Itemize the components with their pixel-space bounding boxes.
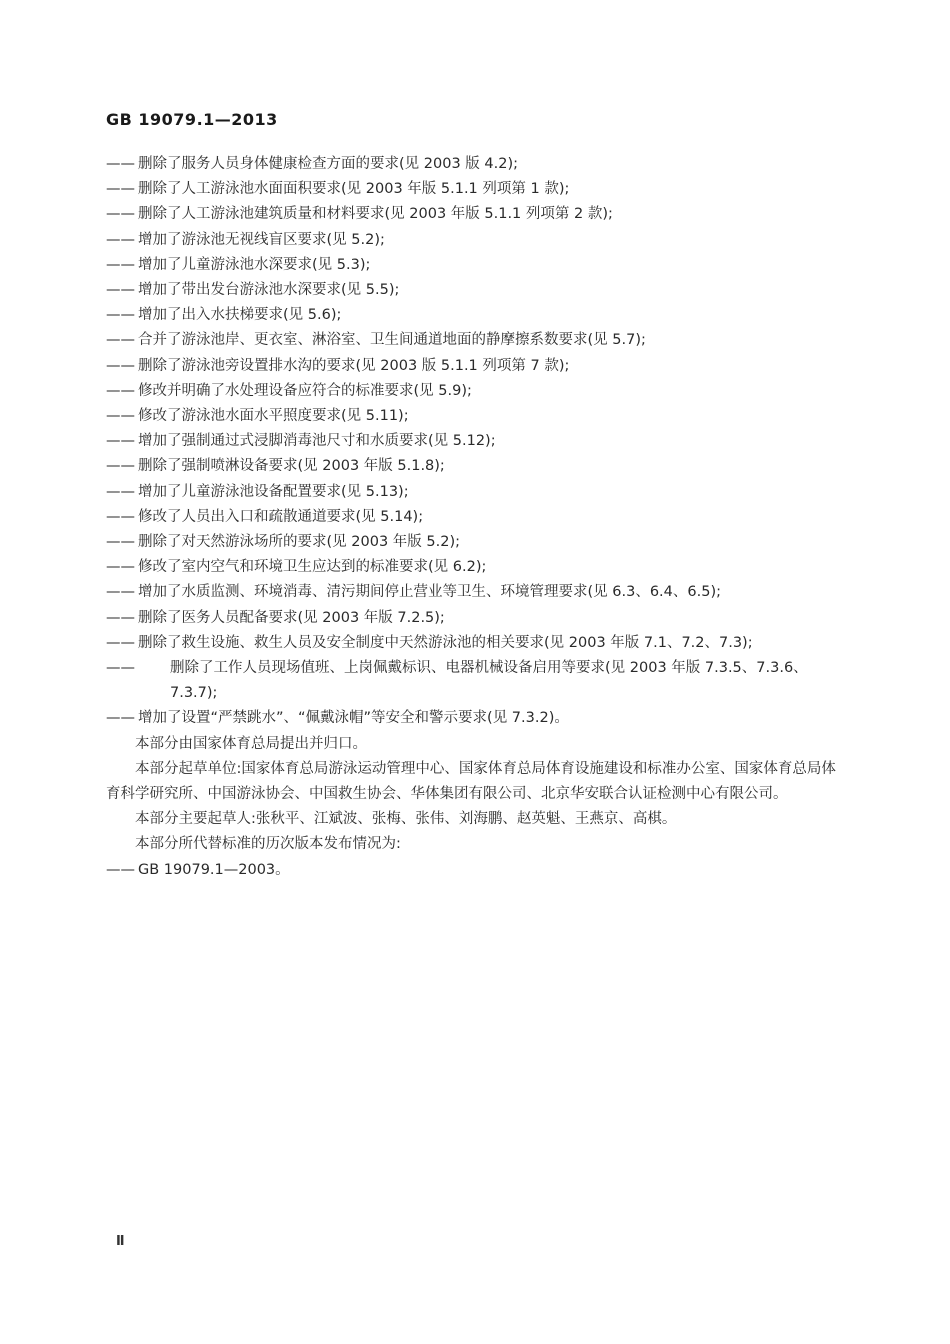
change-item-text: 删除了人工游泳池建筑质量和材料要求(见 2003 年版 5.1.1 列项第 2 款); xyxy=(138,206,613,223)
dash: —— xyxy=(106,660,135,677)
paragraph-history-intro: 本部分所代替标准的历次版本发布情况为: xyxy=(135,836,401,853)
dash: —— xyxy=(106,559,135,576)
dash: —— xyxy=(106,231,135,248)
dash: —— xyxy=(106,433,135,450)
dash: —— xyxy=(106,408,135,425)
change-item-text: 增加了儿童游泳池设备配置要求(见 5.13); xyxy=(138,483,409,500)
change-item-text: 删除了医务人员配备要求(见 2003 年版 7.2.5); xyxy=(138,609,445,626)
dash: —— xyxy=(106,634,135,651)
change-item xyxy=(106,152,846,177)
dash: —— xyxy=(106,282,135,299)
change-item-text: 增加了强制通过式浸脚消毒池尺寸和水质要求(见 5.12); xyxy=(138,433,496,450)
change-item-text: 删除了工作人员现场值班、上岗佩戴标识、电器机械设备启用等要求(见 2003 年版 7.3.5、7.3.6、7.3.7); xyxy=(170,660,808,702)
paragraph-drafters: 本部分主要起草人:张秋平、江斌波、张梅、张伟、刘海鹏、赵英魁、王燕京、高棋。 xyxy=(135,811,677,828)
dash: —— xyxy=(106,609,135,626)
change-item-text: 修改了室内空气和环境卫生应达到的标准要求(见 6.2); xyxy=(138,559,487,576)
change-item-text: 增加了带出发台游泳池水深要求(见 5.5); xyxy=(138,282,400,299)
change-item-text: 增加了水质监测、环境消毒、清污期间停止营业等卫生、环境管理要求(见 6.3、6.4、6.5); xyxy=(138,584,721,601)
document-body xyxy=(106,152,846,883)
dash: —— xyxy=(106,483,135,500)
change-item xyxy=(106,354,846,379)
paragraph-proposer: 本部分由国家体育总局提出并归口。 xyxy=(135,735,367,752)
change-item xyxy=(106,228,846,253)
change-item xyxy=(106,530,846,555)
dash: —— xyxy=(106,508,135,525)
history-item xyxy=(106,858,846,883)
change-item-text: 增加了设置“严禁跳水”、“佩戴泳帽”等安全和警示要求(见 7.3.2)。 xyxy=(138,710,569,727)
standard-code-header: GB 19079.1—2013 xyxy=(106,110,278,129)
dash: —— xyxy=(106,382,135,399)
change-list xyxy=(106,152,846,732)
change-item xyxy=(106,379,846,404)
dash: —— xyxy=(106,458,135,475)
change-item xyxy=(106,253,846,278)
change-item xyxy=(106,278,846,303)
change-item-text: 修改并明确了水处理设备应符合的标准要求(见 5.9); xyxy=(138,382,472,399)
change-item xyxy=(106,555,846,580)
change-item-text: 修改了游泳池水面水平照度要求(见 5.11); xyxy=(138,408,409,425)
change-item xyxy=(106,404,846,429)
change-item xyxy=(106,454,846,479)
change-item xyxy=(106,328,846,353)
change-item xyxy=(106,631,846,656)
change-item-text: 增加了儿童游泳池水深要求(见 5.3); xyxy=(138,256,371,273)
change-item xyxy=(106,606,846,631)
dash: —— xyxy=(106,307,135,324)
dash: —— xyxy=(106,156,135,172)
dash: —— xyxy=(106,206,135,223)
history-item-text: GB 19079.1—2003。 xyxy=(138,861,290,878)
dash: —— xyxy=(106,256,135,273)
change-item xyxy=(106,303,846,328)
change-item-text: 删除了对天然游泳场所的要求(见 2003 年版 5.2); xyxy=(138,534,460,551)
dash: —— xyxy=(106,332,135,349)
change-item-text: 删除了游泳池旁设置排水沟的要求(见 2003 版 5.1.1 列项第 7 款); xyxy=(138,357,570,374)
change-item xyxy=(106,505,846,530)
change-item-text: 删除了服务人员身体健康检查方面的要求(见 2003 版 4.2); xyxy=(138,156,518,172)
dash: —— xyxy=(106,710,135,727)
change-item xyxy=(106,480,846,505)
dash: —— xyxy=(106,861,135,878)
dash: —— xyxy=(106,534,135,551)
change-item-text: 增加了游泳池无视线盲区要求(见 5.2); xyxy=(138,231,385,248)
change-item-text: 删除了强制喷淋设备要求(见 2003 年版 5.1.8); xyxy=(138,458,445,475)
paragraph-drafting-units: 本部分起草单位:国家体育总局游泳运动管理中心、国家体育总局体育设施建设和标准办公室、国家体育总局体育科学研究所、中国游泳协会、中国救生协会、华体集团有限公司、北京华安联合认证检测中心有限公司。 xyxy=(106,760,836,803)
change-item xyxy=(106,202,846,227)
change-item-text: 增加了出入水扶梯要求(见 5.6); xyxy=(138,307,342,324)
change-item-text: 删除了救生设施、救生人员及安全制度中天然游泳池的相关要求(见 2003 年版 7.1、7.2、7.3); xyxy=(138,634,753,651)
change-item-text: 修改了人员出入口和疏散通道要求(见 5.14); xyxy=(138,508,424,525)
change-item xyxy=(106,177,846,202)
change-item xyxy=(106,706,846,731)
dash: —— xyxy=(106,357,135,374)
dash: —— xyxy=(106,584,135,601)
change-item xyxy=(106,580,846,605)
change-item-text: 合并了游泳池岸、更衣室、淋浴室、卫生间通道地面的静摩擦系数要求(见 5.7); xyxy=(138,332,646,349)
change-item-text: 删除了人工游泳池水面面积要求(见 2003 年版 5.1.1 列项第 1 款); xyxy=(138,181,570,198)
page-number: Ⅱ xyxy=(116,1234,125,1249)
change-item xyxy=(106,656,846,706)
change-item xyxy=(106,429,846,454)
dash: —— xyxy=(106,181,135,198)
